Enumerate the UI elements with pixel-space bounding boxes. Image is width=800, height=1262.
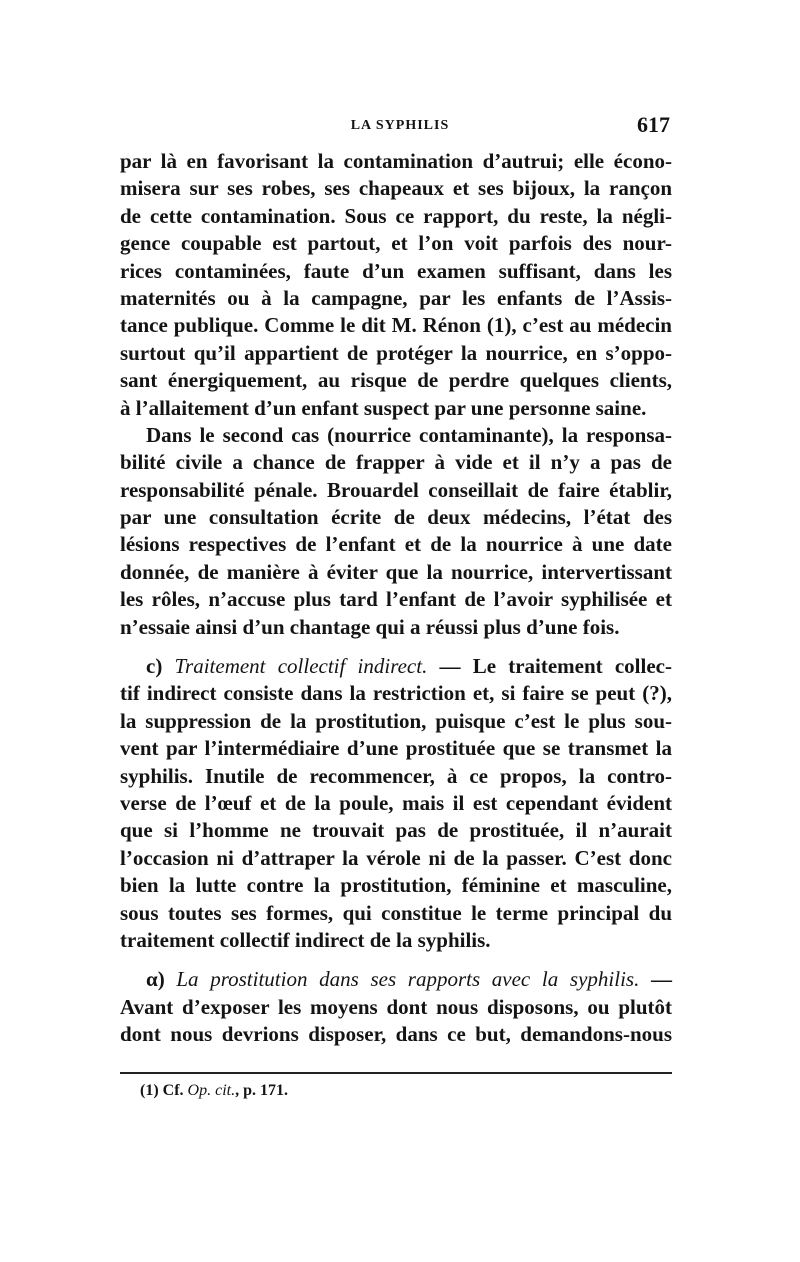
text-line: par là en favorisant la contamination d’autrui; elle écono- (120, 149, 672, 173)
text-line: bilité civile a chance de frapper à vide et il n’y a pas de (120, 450, 672, 475)
subsection-heading-line (120, 966, 672, 993)
text-line: tance publique. Comme le dit M. Rénon (1), c’est au médecin (120, 313, 672, 338)
text-line: n’essaie ainsi d’un chantage qui a réussi plus d’une fois. (120, 614, 620, 639)
text-line: misera sur ses robes, ses chapeaux et ses bijoux, la rançon (120, 176, 672, 201)
section-title: Traitement collectif indirect. (174, 654, 428, 679)
text-line: l’occasion ni d’attraper la vérole ni de la passer. C’est donc (120, 845, 672, 870)
text-line: tif indirect consiste dans la restriction et, si faire se peut (?), (120, 681, 672, 706)
text-line: les rôles, n’accuse plus tard l’enfant de l’avoir syphilisée et (120, 587, 672, 612)
text-line: vent par l’intermédiaire d’une prostituée que se transmet la (120, 736, 672, 761)
footnote (140, 1082, 288, 1100)
section-marker: c) (146, 654, 175, 679)
text-line: Avant d’exposer les moyens dont nous disposons, ou plutôt (120, 994, 672, 1019)
paragraph-spacer (120, 641, 672, 653)
text-line: que si l’homme ne trouvait pas de prostituée, il n’aurait (120, 818, 672, 843)
text-line: gence coupable est partout, et l’on voit parfois des nour- (120, 231, 672, 256)
footnote-citation: Op. cit. (187, 1082, 236, 1099)
section-continuation: — Le traitement collec- (427, 654, 672, 679)
text-line: verse de l’œuf et de la poule, mais il est cependant évident (120, 790, 672, 815)
running-head (120, 112, 680, 140)
text-line: sant énergiquement, au risque de perdre quelques clients, (120, 368, 672, 393)
footnote-page: , p. 171. (235, 1082, 288, 1099)
text-line: de cette contamination. Sous ce rapport, du reste, la négli- (120, 203, 672, 228)
running-title: LA SYPHILIS (350, 118, 450, 133)
text-line: donnée, de manière à éviter que la nourrice, intervertissant (120, 559, 672, 584)
footnote-rule (120, 1072, 672, 1074)
paragraph-1 (120, 148, 672, 422)
text-line: responsabilité pénale. Brouardel conseillait de faire établir, (120, 477, 672, 502)
text-line: sous toutes ses formes, qui constitue le terme principal du (120, 900, 672, 925)
text-line: surtout qu’il appartient de protéger la nourrice, en s’oppo- (120, 340, 672, 365)
paragraph-4 (120, 966, 672, 1048)
subsection-continuation: — (639, 967, 672, 992)
body-text (120, 148, 672, 1049)
text-line: lésions respectives de l’enfant et de la nourrice à une date (120, 532, 672, 557)
text-line: bien la lutte contre la prostitution, féminine et masculine, (120, 873, 672, 898)
section-heading-line (120, 653, 672, 680)
page-number: 617 (637, 112, 670, 137)
text-line: la suppression de la prostitution, puisque c’est le plus sou- (120, 708, 672, 733)
text-line: par une consultation écrite de deux médecins, l’état des (120, 505, 672, 530)
text-line: à l’allaitement d’un enfant suspect par une personne saine. (120, 395, 647, 420)
text-line: traitement collectif indirect de la syphilis. (120, 927, 491, 952)
subsection-marker: α) (146, 967, 177, 992)
footnote-marker: (1) Cf. (140, 1082, 188, 1099)
paragraph-2 (120, 422, 672, 641)
subsection-title: La prostitution dans ses rapports avec la syphilis. (176, 967, 640, 992)
text-line: maternités ou à la campagne, par les enfants de l’Assis- (120, 285, 672, 310)
paragraph-3 (120, 653, 672, 954)
text-line: rices contaminées, faute d’un examen suffisant, dans les (120, 258, 672, 283)
text-line: syphilis. Inutile de recommencer, à ce propos, la contro- (120, 763, 672, 788)
text-line: Dans le second cas (nourrice contaminante), la responsa- (146, 422, 672, 447)
text-line: dont nous devrions disposer, dans ce but, demandons-nous (120, 1022, 672, 1047)
paragraph-spacer (120, 954, 672, 966)
